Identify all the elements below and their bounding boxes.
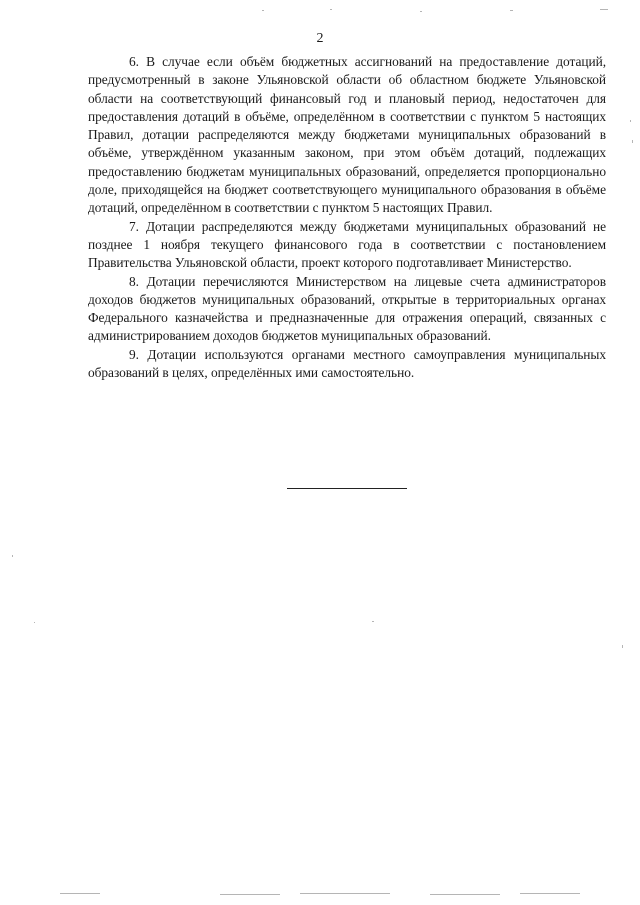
scan-artifact bbox=[34, 622, 35, 623]
scan-artifact bbox=[510, 10, 513, 11]
scan-artifact bbox=[372, 621, 374, 622]
scan-artifact bbox=[622, 645, 623, 648]
scan-artifact bbox=[420, 11, 422, 12]
scan-artifact bbox=[12, 555, 13, 557]
end-separator-line bbox=[287, 488, 407, 489]
document-body bbox=[88, 53, 606, 382]
paragraph-6: 6. В случае если объём бюджетных ассигнований на предоставление дотаций, предусмотренный в законе Ульяновской области об областном бюджете Ульяновской области на соответствующий финансовый год и плановый период, недостаточен для предоставления дотаций в объёме, определённом в соответствии с пунктом 5 настоящих Правил, дотации распределяются между бюджетами муниципальных образований в объёме, утверждённом указанным законом, при этом объём дотаций, подлежащих предоставлению бюджетам муниципальных образований, определяется пропорционально доле, приходящейся на бюджет соответствующего муниципального образования в объёме дотаций, определённом в соответствии с пунктом 5 настоящих Правил. bbox=[88, 54, 606, 216]
paragraph-9: 9. Дотации используются органами местного самоуправления муниципальных образований в целях, определённых ими самостоятельно. bbox=[88, 346, 606, 381]
scan-artifact bbox=[220, 894, 280, 895]
scan-artifact bbox=[262, 10, 264, 11]
scan-artifact bbox=[330, 9, 332, 10]
paragraph-8: 8. Дотации перечисляются Министерством на лицевые счета администраторов доходов бюджетов муниципальных образований, открытые в территориальных органах Федерального казначейства и предназначенные для отражения операций, связанных с администрированием доходов бюджетов муниципальных образований. bbox=[88, 273, 606, 344]
scan-artifact bbox=[300, 893, 390, 894]
page-number: 2 bbox=[316, 31, 324, 46]
scan-artifact bbox=[600, 9, 608, 10]
scan-artifact bbox=[632, 140, 633, 143]
scan-artifact bbox=[430, 894, 500, 895]
scan-artifact bbox=[630, 120, 631, 122]
scan-artifact bbox=[60, 893, 100, 894]
paragraph-7: 7. Дотации распределяются между бюджетами муниципальных образований не позднее 1 ноября текущего финансового года в соответствии с постановлением Правительства Ульяновской области, проект которого подготавливает Министерство. bbox=[88, 218, 606, 271]
scan-artifact bbox=[520, 893, 580, 894]
